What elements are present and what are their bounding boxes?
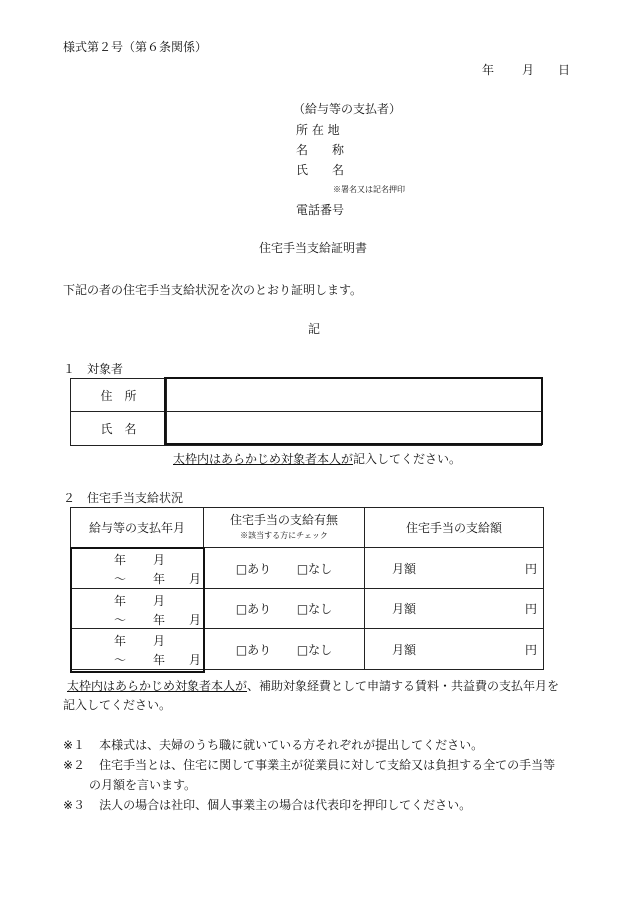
seal-note: ※署名又は記名押印 — [333, 185, 405, 194]
name-label: 氏 名 — [100, 422, 137, 436]
monthly-amount-cell[interactable] — [365, 629, 544, 670]
form-number: 様式第２号（第６条関係） — [63, 40, 208, 54]
footnote-2-text: 住宅手当とは、住宅に関して事業主が従業員に対して支給又は負担する全ての手当等 — [99, 758, 556, 772]
footnote-2 — [63, 756, 555, 773]
month2-label: 月 — [189, 653, 202, 667]
option-no-checkbox[interactable]: □なし — [296, 642, 333, 657]
payer-address-label: 所 在 地 — [296, 123, 340, 137]
footnote-1 — [63, 736, 483, 753]
footnote-3-text: 法人の場合は社印、個人事業主の場合は代表印を押印してください。 — [99, 798, 472, 812]
allowance-choice-cell — [204, 548, 365, 589]
section2-thick-frame — [70, 547, 205, 673]
year-label: 年 — [114, 553, 127, 567]
year-label: 年 — [114, 593, 127, 608]
month2-label: 月 — [189, 572, 202, 586]
section1-heading: １ 対象者 — [63, 362, 124, 376]
col-allowance-amount-header-text: 住宅手当の支給額 — [405, 521, 502, 535]
month2-label: 月 — [189, 612, 202, 627]
date-day-label: 日 — [558, 63, 571, 77]
col-allowance-status-header-text: 住宅手当の支給有無 — [229, 512, 338, 527]
monthly-label: 月額 — [392, 642, 417, 657]
footnote-2-continued: の月額を言います。 — [89, 778, 197, 792]
date-month-label: 月 — [522, 63, 535, 77]
intro-text: 下記の者の住宅手当支給状況を次のとおり証明します。 — [63, 283, 363, 297]
monthly-label: 月額 — [392, 602, 417, 616]
year-label: 年 — [114, 634, 127, 648]
col-allowance-status-header — [204, 508, 365, 548]
col-allowance-status-subheader: ※該当する方にチェック — [240, 530, 328, 540]
section2-heading: ２ 住宅手当支給状況 — [63, 491, 184, 505]
tilde-label: ～ — [114, 653, 127, 667]
footnote-2-mark: ※２ — [63, 758, 86, 772]
section2-note-rest: 、補助対象経費として申請する賃料・共益費の支払年月を — [247, 679, 560, 693]
payer-person-label: 氏 名 — [296, 163, 345, 177]
option-yes-checkbox[interactable]: □あり — [235, 642, 272, 657]
year2-label: 年 — [153, 612, 166, 627]
section2-note-line1 — [67, 677, 559, 694]
date-year-label: 年 — [482, 63, 495, 77]
option-yes-checkbox[interactable]: □あり — [235, 602, 272, 616]
col-allowance-amount-header — [365, 508, 544, 548]
payer-heading: （給与等の支払者） — [293, 102, 402, 116]
section1-thick-frame — [164, 377, 543, 445]
payer-name-label: 名 称 — [296, 143, 345, 157]
section2-note-underlined: 太枠内はあらかじめ対象者本人が — [67, 679, 248, 693]
address-label: 住 所 — [100, 388, 137, 403]
allowance-choice-cell — [204, 629, 365, 670]
month-label: 月 — [153, 553, 166, 567]
year2-label: 年 — [153, 572, 166, 586]
option-no-checkbox[interactable]: □なし — [296, 561, 333, 576]
payer-phone-label: 電話番号 — [296, 203, 345, 217]
footnote-3 — [63, 796, 471, 813]
page-title: 住宅手当支給証明書 — [259, 241, 368, 255]
allowance-choice-cell — [204, 589, 365, 629]
option-yes-checkbox[interactable]: □あり — [235, 561, 272, 576]
month-label: 月 — [153, 634, 166, 648]
section2-note-line2: 記入してください。 — [63, 698, 172, 712]
section1-note-rest: 記入してください。 — [353, 452, 462, 466]
section1-note-underlined: 太枠内はあらかじめ対象者本人が — [173, 452, 354, 466]
tilde-label: ～ — [114, 572, 127, 586]
monthly-amount-cell[interactable] — [365, 548, 544, 589]
year2-label: 年 — [153, 653, 166, 667]
yen-label: 円 — [524, 642, 537, 657]
monthly-label: 月額 — [392, 561, 417, 576]
month-label: 月 — [153, 593, 166, 608]
name-label-cell — [71, 412, 167, 446]
ki-label: 記 — [308, 322, 321, 336]
col-payment-month-header-text: 給与等の支払年月 — [88, 521, 185, 535]
section1-note — [173, 450, 461, 467]
footnote-1-mark: ※１ — [63, 738, 86, 752]
col-payment-month-header — [71, 508, 204, 548]
yen-label: 円 — [524, 561, 537, 576]
footnote-1-text: 本様式は、夫婦のうち職に就いている方それぞれが提出してください。 — [99, 738, 484, 752]
option-no-checkbox[interactable]: □なし — [296, 602, 333, 616]
monthly-amount-cell[interactable] — [365, 589, 544, 629]
yen-label: 円 — [524, 602, 537, 616]
address-label-cell — [71, 379, 167, 412]
footnote-3-mark: ※３ — [63, 798, 86, 812]
tilde-label: ～ — [114, 612, 127, 627]
